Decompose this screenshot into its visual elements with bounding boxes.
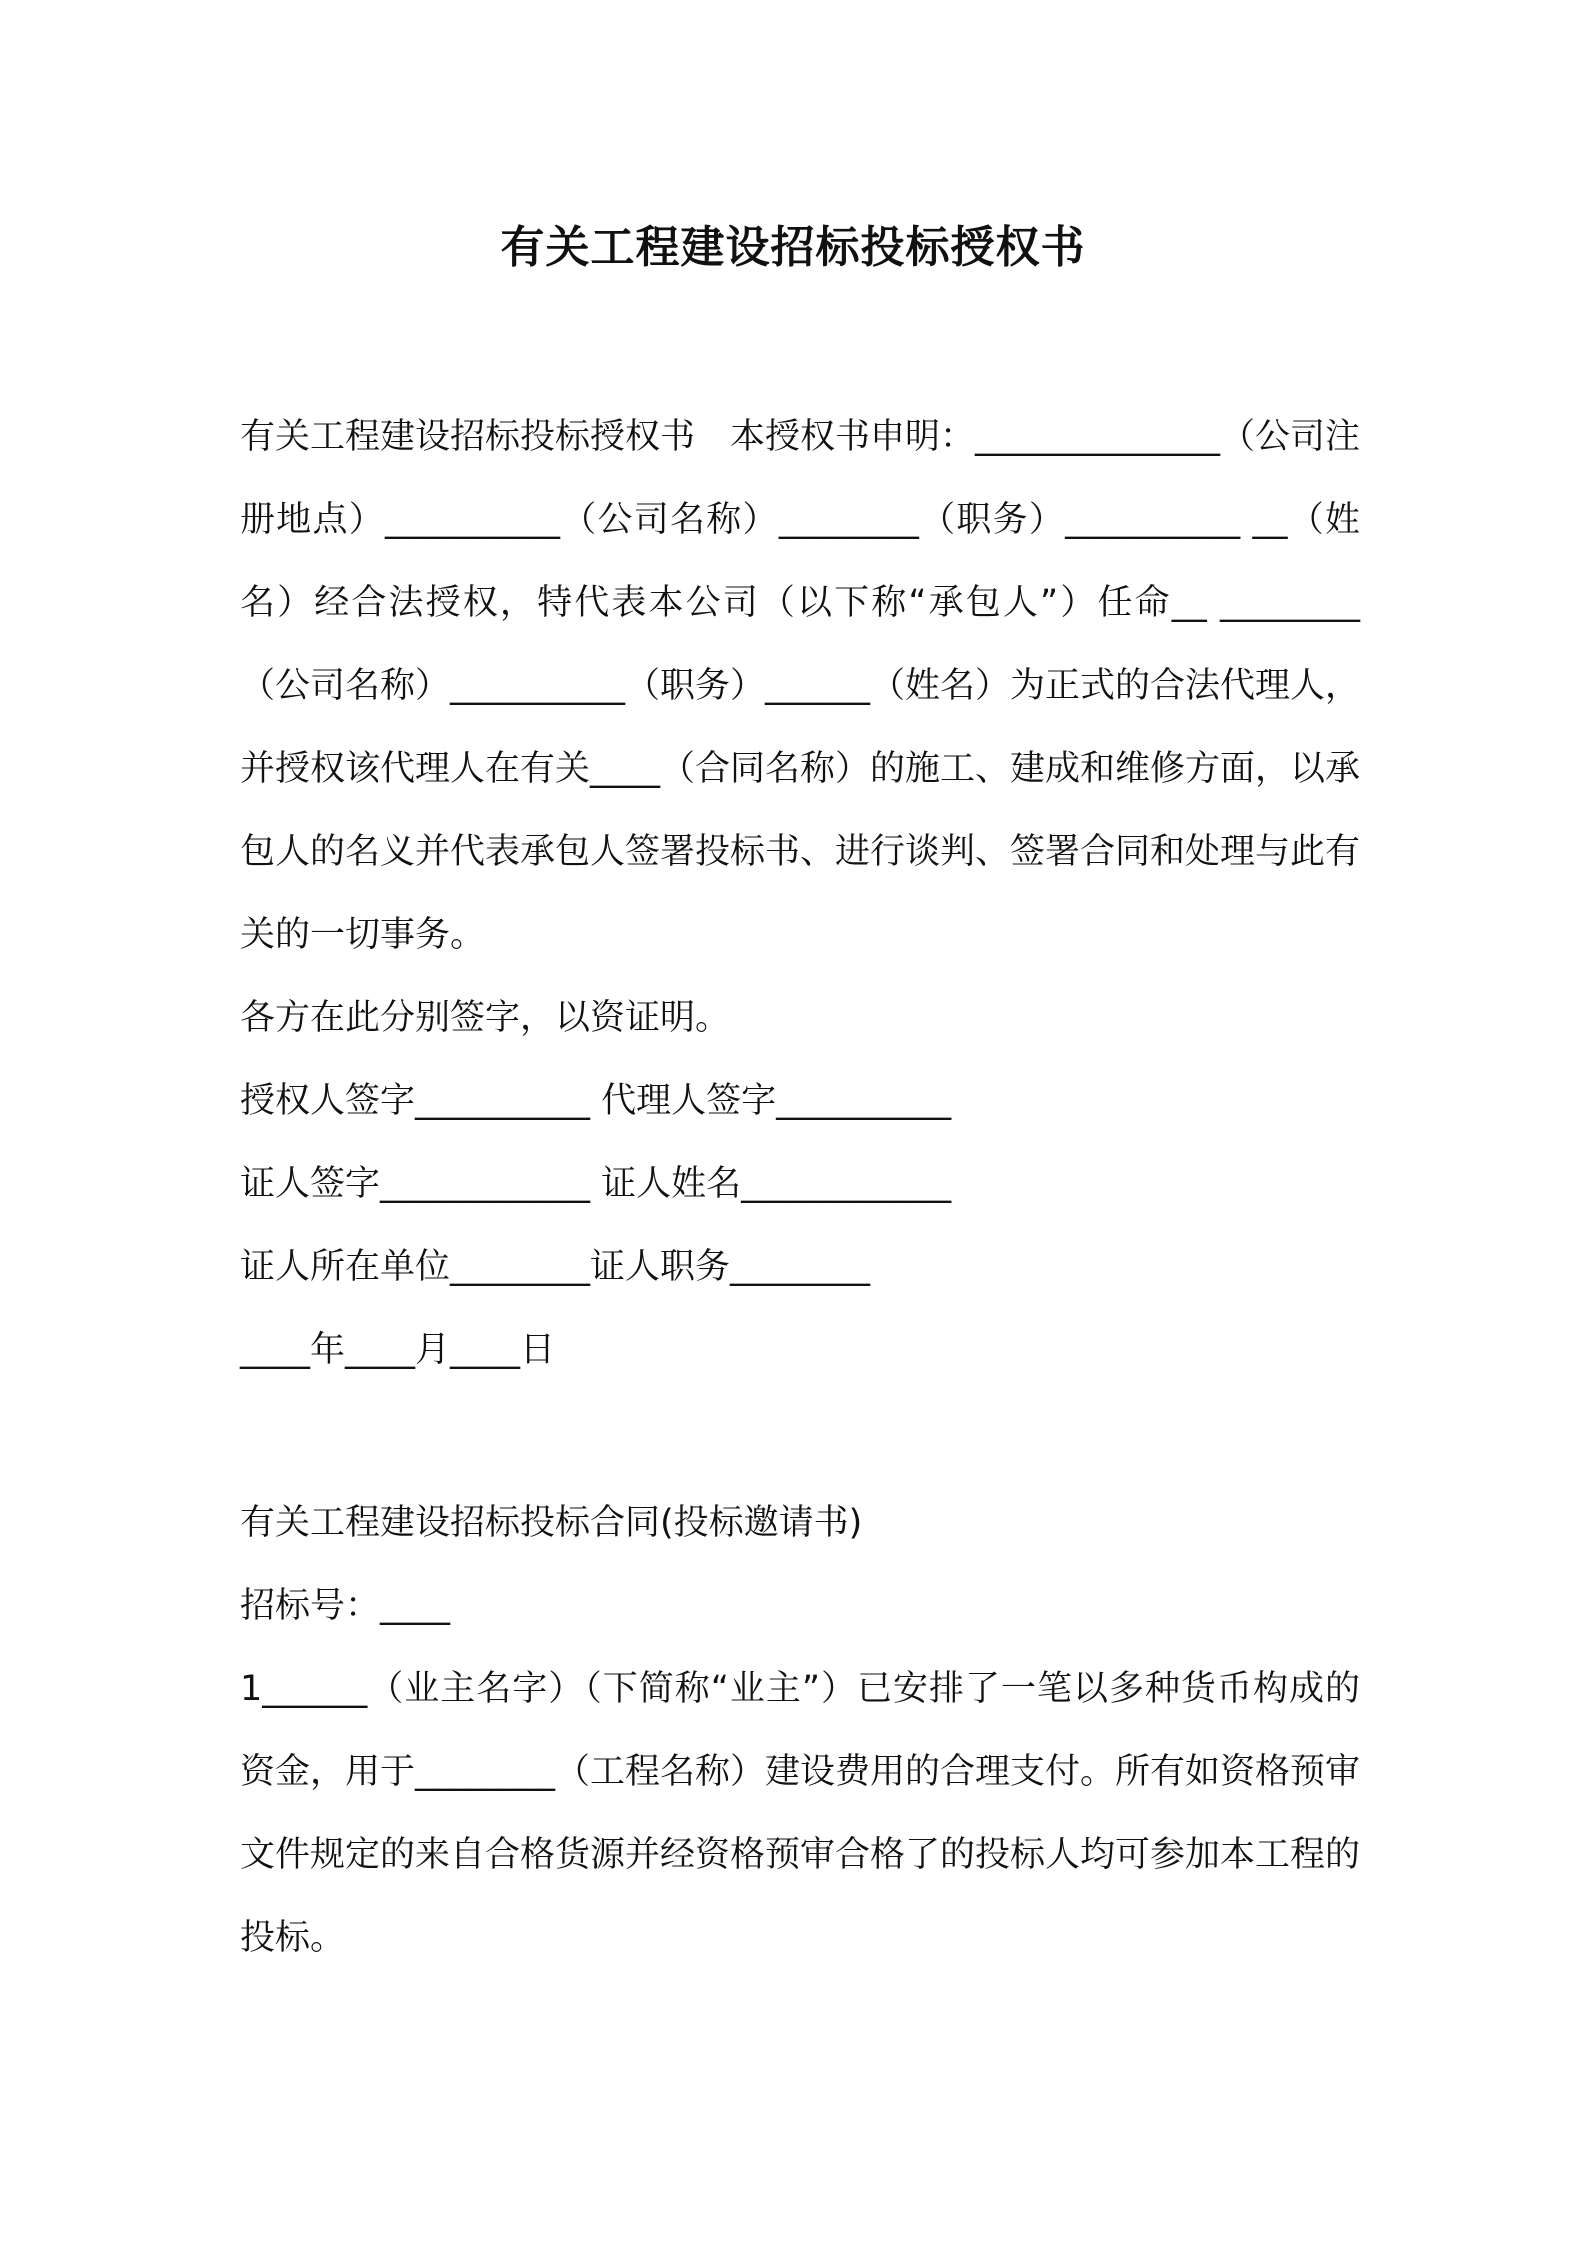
- authorization-section: [240, 396, 1360, 1392]
- document-title: 有关工程建设招标投标授权书: [500, 222, 1086, 273]
- invitation-paragraph: 1______（业主名字）（下简称“业主”）已安排了一笔以多种货币构成的资金，用于________（工程名称）建设费用的合理支付。所有如资格预审文件规定的来自合格货源并经资格预审合格了的投标人均可参加本工程的投标。: [240, 1669, 1361, 1958]
- signature-line-witness-unit: 证人所在单位________证人职务________: [240, 1247, 871, 1287]
- invitation-heading: 有关工程建设招标投标合同(投标邀请书): [240, 1503, 863, 1543]
- tender-number: 招标号：____: [240, 1586, 451, 1626]
- authorization-paragraph: 有关工程建设招标投标授权书 本授权书申明：______________（公司注册地点）__________（公司名称）________（职务）__________ __（姓名）经合法授权，特代表本公司（以下称“承包人”）任命__ ________（公司名称）__________（职务）______（姓名）为正式的合法代理人，并授权该代理人在有关____（合同名称）的施工、建成和维修方面，以承包人的名义并代表承包人签署投标书、进行谈判、签署合同和处理与此有关的一切事务。: [240, 417, 1361, 955]
- signature-line-witness: 证人签字____________ 证人姓名____________: [240, 1164, 952, 1204]
- witness-statement: 各方在此分别签字，以资证明。: [240, 998, 731, 1038]
- date-line: ____年____月____日: [240, 1330, 556, 1370]
- signature-line-authorizer-agent: 授权人签字__________ 代理人签字__________: [240, 1081, 952, 1121]
- invitation-section: [240, 1482, 1360, 1980]
